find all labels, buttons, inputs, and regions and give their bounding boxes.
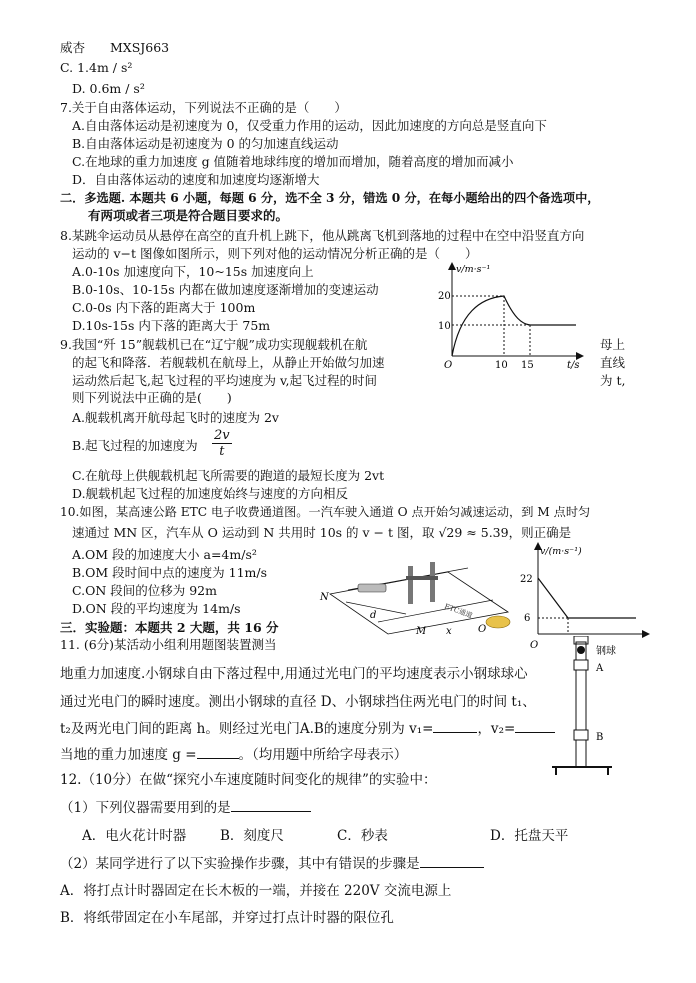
q11-label-ball: 钢球 [596, 646, 616, 657]
q12-opt-b: B．刻度尺 [220, 828, 284, 844]
q9-fraction-den: t [219, 444, 225, 459]
q12-part1-blank[interactable] [231, 798, 311, 812]
q12-step-b: B．将纸带固定在小车尾部，并穿过打点计时器的限位孔 [60, 910, 394, 926]
q10-option-c: C.ON 段间的位移为 92m [72, 583, 217, 598]
page-header: 威杏 MXSJ663 [60, 40, 170, 55]
q11-apparatus-figure [540, 636, 660, 780]
q9-option-b: B.起飞过程的加速度为 [72, 438, 198, 453]
q10-toll-pillar-left [408, 566, 413, 604]
q11-v2-label: ，v₂= [477, 721, 516, 737]
q10-origin: O [530, 640, 539, 651]
q9-option-c: C.在航母上供舰载机起飞所需要的跑道的最短长度为 2vt [72, 468, 385, 483]
q8-vt-graph [430, 258, 590, 373]
q11-g-blank[interactable] [197, 745, 239, 759]
q8-x-label: t/s [567, 360, 580, 371]
q12-part1 [60, 798, 311, 818]
q8-tick-x10: 10 [495, 360, 508, 371]
q10-label-x: x [446, 626, 452, 637]
q11-label-b: B [596, 732, 604, 743]
q12-part2-blank[interactable] [420, 854, 484, 868]
q10-option-b: B.OM 段时间中点的速度为 11m/s [72, 565, 268, 580]
q7-option-d: D．自由落体运动的速度和加速度均逐渐增大 [72, 172, 320, 187]
q8-stem-cont: 运动的 v−t 图像如图所示，则下列对他的运动情况分析正确的是（ ） [72, 246, 478, 261]
q12-stem: 12.（10分）在做“探究小车速度随时间变化的规律”的实验中： [60, 772, 437, 788]
q11-gate-a [574, 660, 588, 670]
q10-stem: 10.如图，某高速公路 ETC 电子收费通道图。一汽车驶入通道 O 点开始匀减速运动，到 M 点时匀 [60, 505, 591, 519]
q7-option-c: C.在地球的重力加速度 g 值随着地球纬度的增加而增加，随着高度的增加而减小 [72, 154, 514, 169]
q9-stem-cont3: 则下列说法中正确的是( ) [72, 390, 232, 405]
q8-option-b: B.0-10s、10-15s 内都在做加速度逐渐增加的变速运动 [72, 282, 379, 297]
q10-lane-bottom [378, 600, 493, 622]
q8-option-a: A.0-10s 加速度向下，10~15s 加速度向上 [72, 264, 314, 279]
q11-g-label: 当地的重力加速度 g = [60, 747, 197, 763]
q10-toll-pillar-right [430, 562, 435, 602]
q12-part1-text: （1）下列仪器需要用到的是 [60, 800, 231, 816]
q10-tick-22: 22 [520, 574, 533, 585]
q12-opt-d: D．托盘天平 [490, 828, 569, 844]
q12-opt-c: C．秒表 [337, 828, 388, 844]
q10-label-o: O [478, 624, 487, 635]
q9-option-d: D.舰载机起飞过程的加速度始终与速度的方向相反 [72, 486, 349, 501]
section2-title: 二．多选题. 本题共 6 小题，每题 6 分，选不全 3 分，错选 0 分，在每小题给出的四个备选项中， [60, 191, 600, 205]
q10-option-a: A.OM 段的加速度大小 a=4m/s² [72, 547, 257, 562]
q11-stem: 11. (6分)某活动小组利用题图装置测当 [60, 637, 277, 652]
q12-part2-text: （2）某同学进行了以下实验操作步骤，其中有错误的步骤是 [60, 856, 420, 872]
q9-stem-right3: 为 t, [600, 373, 626, 388]
section2-title-cont: 有两项或者三项是符合题目要求的。 [88, 208, 289, 223]
q12-opt-a: A．电火花计时器 [82, 828, 187, 844]
q10-label-d: d [370, 610, 377, 621]
q9-stem-cont2: 运动然后起飞,起飞过程的平均速度为 v,起飞过程的时间 [72, 373, 377, 388]
q10-stem-cont: 速通过 MN 区，汽车从 O 运动到 N 共用时 10s 的 v − t 图，取 √29 ≈ 5.39，则正确是 [72, 525, 572, 540]
q6-option-c: C. 1.4m / s² [60, 60, 133, 75]
q8-stem: 8.某跳伞运动员从悬停在高空的直升机上跳下，他从跳离飞机到落地的过程中在空中沿竖直方向 [60, 228, 585, 243]
q9-option-a: A.舰载机离开航母起飞时的速度为 2v [72, 410, 279, 425]
q7-option-b: B.自由落体运动是初速度为 0 的匀加速直线运动 [72, 136, 339, 151]
q10-option-d: D.ON 段的平均速度为 14m/s [72, 601, 241, 616]
q11-v1-blank[interactable] [433, 719, 477, 733]
q8-option-c: C.0-0s 内下落的距离大于 100m [72, 300, 256, 315]
q10-y-label: v/(m·s⁻¹) [540, 546, 582, 557]
section3-title: 三．实验题：本题共 2 大题，共 16 分 [60, 620, 279, 635]
q9-fraction-num: 2v [214, 428, 230, 443]
q12-step-a: A．将打点计时器固定在长木板的一端，并接在 220V 交流电源上 [60, 883, 452, 899]
q8-tick-20: 20 [438, 291, 451, 302]
q8-origin: O [444, 360, 453, 371]
q11-gate-b [574, 730, 588, 740]
q8-tick-10: 10 [438, 321, 451, 332]
q12-part2 [60, 854, 484, 874]
q10-toll-gate [406, 576, 438, 580]
q8-y-label: v/m·s⁻¹ [456, 264, 491, 275]
q10-label-n: N [320, 592, 329, 603]
q9-stem-cont1: 的起飞和降落．若舰载机在航母上，从静止开始做匀加速 [72, 355, 385, 370]
q6-option-d: D. 0.6m / s² [72, 81, 145, 96]
q11-steel-ball [577, 646, 585, 654]
q11-text-line4 [60, 719, 555, 739]
q10-car-small [358, 584, 386, 592]
q11-text-line3: 通过光电门的瞬时速度。测出小钢球的直径 D、小钢球挡住两光电门的时间 t₁、 [60, 694, 536, 710]
q10-tick-6: 6 [524, 613, 531, 624]
q7-stem: 7.关于自由落体运动，下列说法不正确的是（ ） [60, 100, 347, 115]
q8-tick-x15: 15 [521, 360, 534, 371]
q8-option-d: D.10s-15s 内下落的距离大于 75m [72, 318, 271, 333]
q8-curve [452, 296, 576, 356]
q9-fraction [212, 428, 232, 459]
q10-label-etc: ETC通道 [443, 602, 474, 620]
q9-stem-right1: 母上 [600, 337, 626, 352]
q10-etc-figure [318, 562, 518, 640]
q11-text-line5 [60, 745, 407, 765]
q10-vt-line [538, 578, 636, 618]
q9-stem-right2: 直线 [600, 355, 626, 370]
q11-label-a: A [596, 663, 604, 674]
q7-option-a: A.自由落体运动是初速度为 0，仅受重力作用的运动，因此加速度的方向总是竖直向下 [72, 118, 547, 133]
q9-stem: 9.我国“歼 15”舰载机已在“辽宁舰”成功实现舰载机在航 [60, 337, 368, 352]
q11-note: 。（均用题中所给字母表示） [238, 747, 408, 763]
q11-text-line2: 地重力加速度.小钢球自由下落过程中,用通过光电门的平均速度表示小钢球球心 [60, 666, 528, 682]
q10-label-m: M [416, 626, 427, 637]
q11-v1-label: t₂及两光电门间的距离 h。则经过光电门A.B的速度分别为 v₁= [60, 721, 434, 737]
